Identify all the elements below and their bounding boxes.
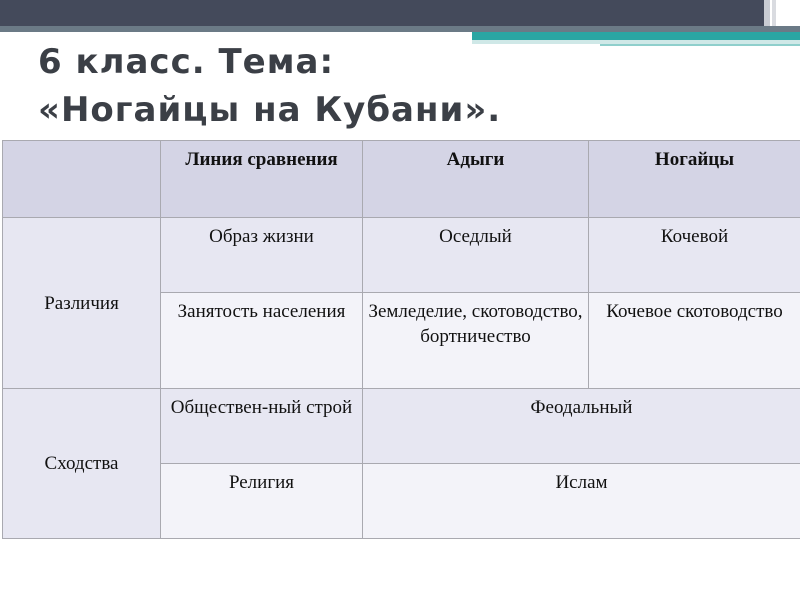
header-nogaitsy: Ногайцы <box>589 141 800 218</box>
table-row <box>3 389 800 464</box>
title-line-2: «Ногайцы на Кубани». <box>38 90 502 130</box>
teal-accent-bar <box>472 32 800 40</box>
adygi-cell: Земледелие, скотоводство, бортничество <box>363 293 589 389</box>
group-similarities: Сходства <box>3 389 161 539</box>
slide-title <box>38 38 501 134</box>
common-value-cell: Ислам <box>363 464 800 539</box>
thin-teal-accent-bar <box>600 44 800 46</box>
header-empty-cell <box>3 141 161 218</box>
top-right-decoration <box>764 0 800 26</box>
criterion-cell: Занятость населения <box>161 293 363 389</box>
nogaitsy-cell: Кочевое скотоводство <box>589 293 800 389</box>
header-adygi: Адыги <box>363 141 589 218</box>
group-differences: Различия <box>3 218 161 389</box>
title-line-1: 6 класс. Тема: <box>38 42 335 82</box>
criterion-cell: Обществен-ный строй <box>161 389 363 464</box>
criterion-cell: Образ жизни <box>161 218 363 293</box>
comparison-table <box>2 140 800 539</box>
header-criterion: Линия сравнения <box>161 141 363 218</box>
header-row <box>3 141 800 218</box>
adygi-cell: Оседлый <box>363 218 589 293</box>
criterion-cell: Религия <box>161 464 363 539</box>
top-dark-bar <box>0 0 780 26</box>
common-value-cell: Феодальный <box>363 389 800 464</box>
nogaitsy-cell: Кочевой <box>589 218 800 293</box>
table-row <box>3 218 800 293</box>
